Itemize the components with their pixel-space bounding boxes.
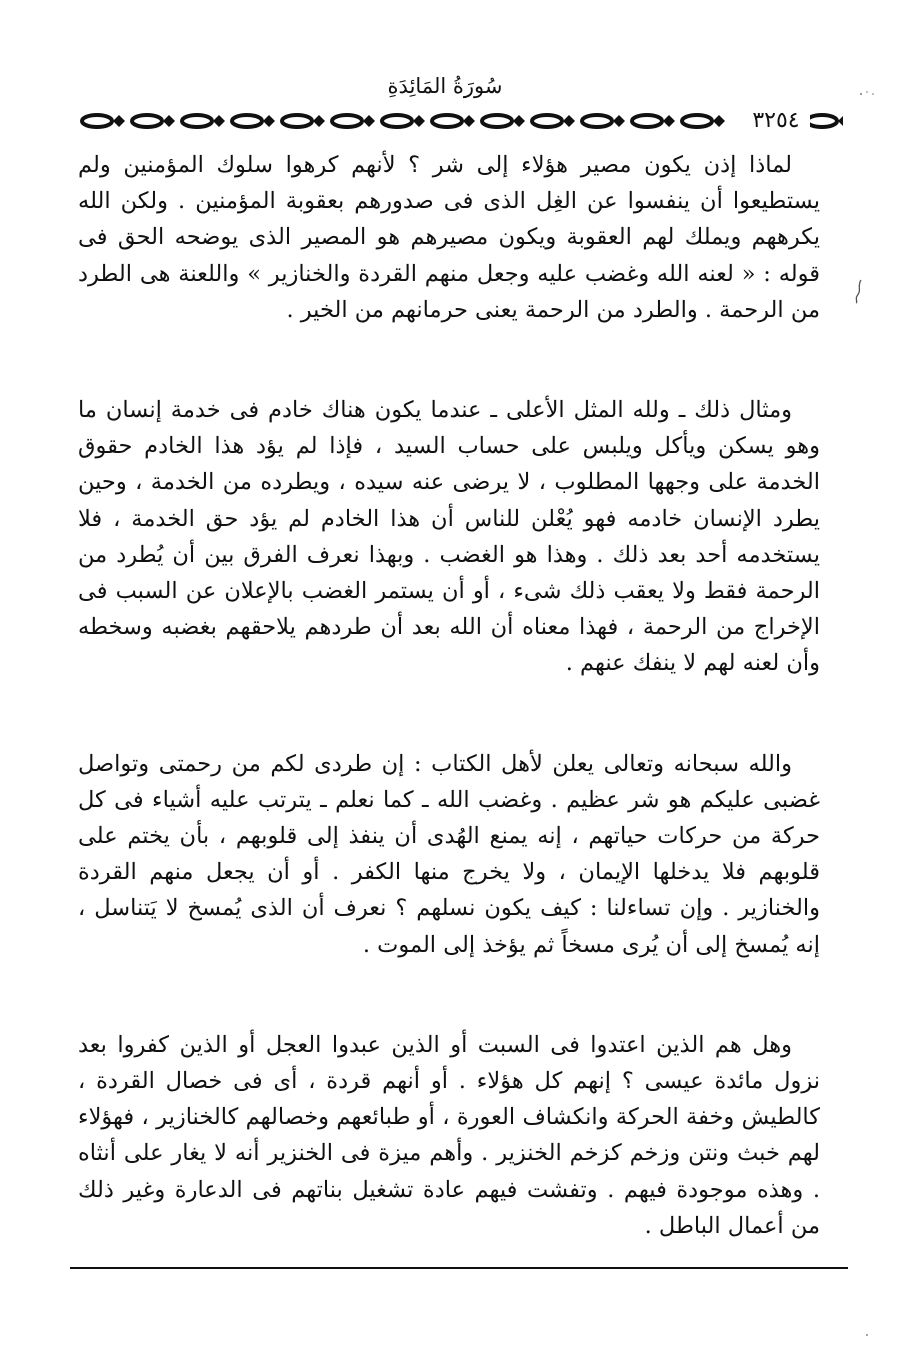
ornament-link: [632, 115, 662, 127]
ornament-diamond: [413, 115, 425, 127]
ornament-link: [332, 115, 362, 127]
page-header: [0, 68, 915, 138]
ornament-link: [182, 115, 212, 127]
ornament-diamond: [213, 115, 225, 127]
ornament-link: [532, 115, 562, 127]
ornament-diamond: [838, 116, 843, 126]
paragraph: والله سبحانه وتعالى يعلن لأهل الكتاب : إن طردى لكم من رحمتى وتواصل غضبى عليكم هو شر عظيم . وغضب الله ـ كما نعلم ـ يترتب عليه أشياء فى كل حركة من حركات حياتهم ، إنه يمنع الهُدى أن ينفذ إلى قلوبهم ، بأن يختم على قلوبهم فلا يدخلها الإيمان ، ولا يخرج منها الكفر . أو أن يجعل منهم القردة والخنازير . وإن تساءلنا : كيف يكون نسلهم ؟ نعرف أن الذى يُمسخ لا يَتناسل ، إنه يُمسخ إلى أن يُرى مسخاً ثم يؤخذ إلى الموت .: [78, 750, 820, 958]
ornament-diamond: [513, 115, 525, 127]
main-text: [78, 147, 820, 1244]
ornament-link: [232, 115, 262, 127]
ornament-link: [282, 115, 312, 127]
ornament-diamond: [563, 115, 575, 127]
ornament-link: [82, 115, 112, 127]
ornament-diamond: [463, 115, 475, 127]
paragraph: وهل هم الذين اعتدوا فى السبت أو الذين عبدوا العجل أو الذين كفروا بعد نزول مائدة عيسى ؟ إنهم كل هؤلاء . أو أنهم قردة ، أى فى خصال القردة ، كالطيش وخفة الحركة وانكشاف العورة ، أو طبائعهم وخصالهم كالخنازير ، فهؤلاء لهم خبث ونتن وزخم كزخم الخنزير . وأهم ميزة فى الخنزير أنه لا يغار على أنثاه . وهذه موجودة فيهم . وتفشت فيهم عادة تشغيل بناتهم فى الدعارة وغير ذلك من أعمال الباطل .: [78, 1031, 820, 1239]
ornament-link: [582, 115, 612, 127]
ornament-link: [482, 115, 512, 127]
ornament-diamond: [613, 115, 625, 127]
chain-ornament: [70, 108, 845, 134]
surah-title: سُورَةُ المَائِدَةِ: [387, 74, 503, 98]
paragraph: ومثال ذلك ـ ولله المثل الأعلى ـ عندما يكون هناك خادم فى خدمة إنسان ما وهو يسكن ويأكل ويلبس على حساب السيد ، فإذا لم يؤد هذا الخادم حقوق الخدمة على وجهها المطلوب ، لا يرضى عنه سيده ، ويطرده من الخدمة ، وحين يطرد الإنسان خادمه فهو يُعْلن للناس أن هذا الخادم لم يؤد حق الخدمة ، فلا يستخدمه أحد بعد ذلك . وهذا هو الغضب . وبهذا نعرف الفرق بين أن يُطرد من الرحمة فقط ولا يعقب ذلك شىء ، أو أن يستمر الغضب بالإعلان عن السبب فى الإخراج من الرحمة ، فهذا معناه أن الله بعد أن طردهم يلاحقهم بغضبه وسخطه وأن لعنه لهم لا ينفك عنهم .: [78, 397, 820, 677]
ornament-link: [382, 115, 412, 127]
scan-speck: [858, 88, 878, 98]
ornament-diamond: [313, 115, 325, 127]
paragraph: لماذا إذن يكون مصير هؤلاء إلى شر ؟ لأنهم كرهوا سلوك المؤمنين ولم يستطيعوا أن ينفسوا عن الغِل الذى فى صدورهم بعقوبة المؤمنين . ولكن الله يكرههم ويملك لهم العقوبة ويكون مصيرهم هو المصير الذى يوضحه الحق فى قوله : « لعنه الله وغضب عليه وجعل منهم القردة والخنازير » واللعنة هى الطرد من الرحمة . والطرد من الرحمة يعنى حرمانهم من الخير .: [78, 152, 820, 323]
margin-pen-mark: [852, 278, 866, 304]
ornament-diamond: [163, 115, 175, 127]
ornament-link: [132, 115, 162, 127]
ornament-diamond: [713, 115, 725, 127]
ornament-link: [432, 115, 462, 127]
ornament-diamond: [363, 115, 375, 127]
ornament-diamond: [663, 115, 675, 127]
footer-rule: [70, 1267, 848, 1269]
ornament-diamond: [263, 115, 275, 127]
page-number: ٣٢٥٤: [742, 106, 810, 136]
ornament-link: [682, 115, 712, 127]
ornament-link: [807, 115, 837, 127]
ornament-diamond: [113, 115, 125, 127]
scan-speck: [862, 1330, 872, 1340]
